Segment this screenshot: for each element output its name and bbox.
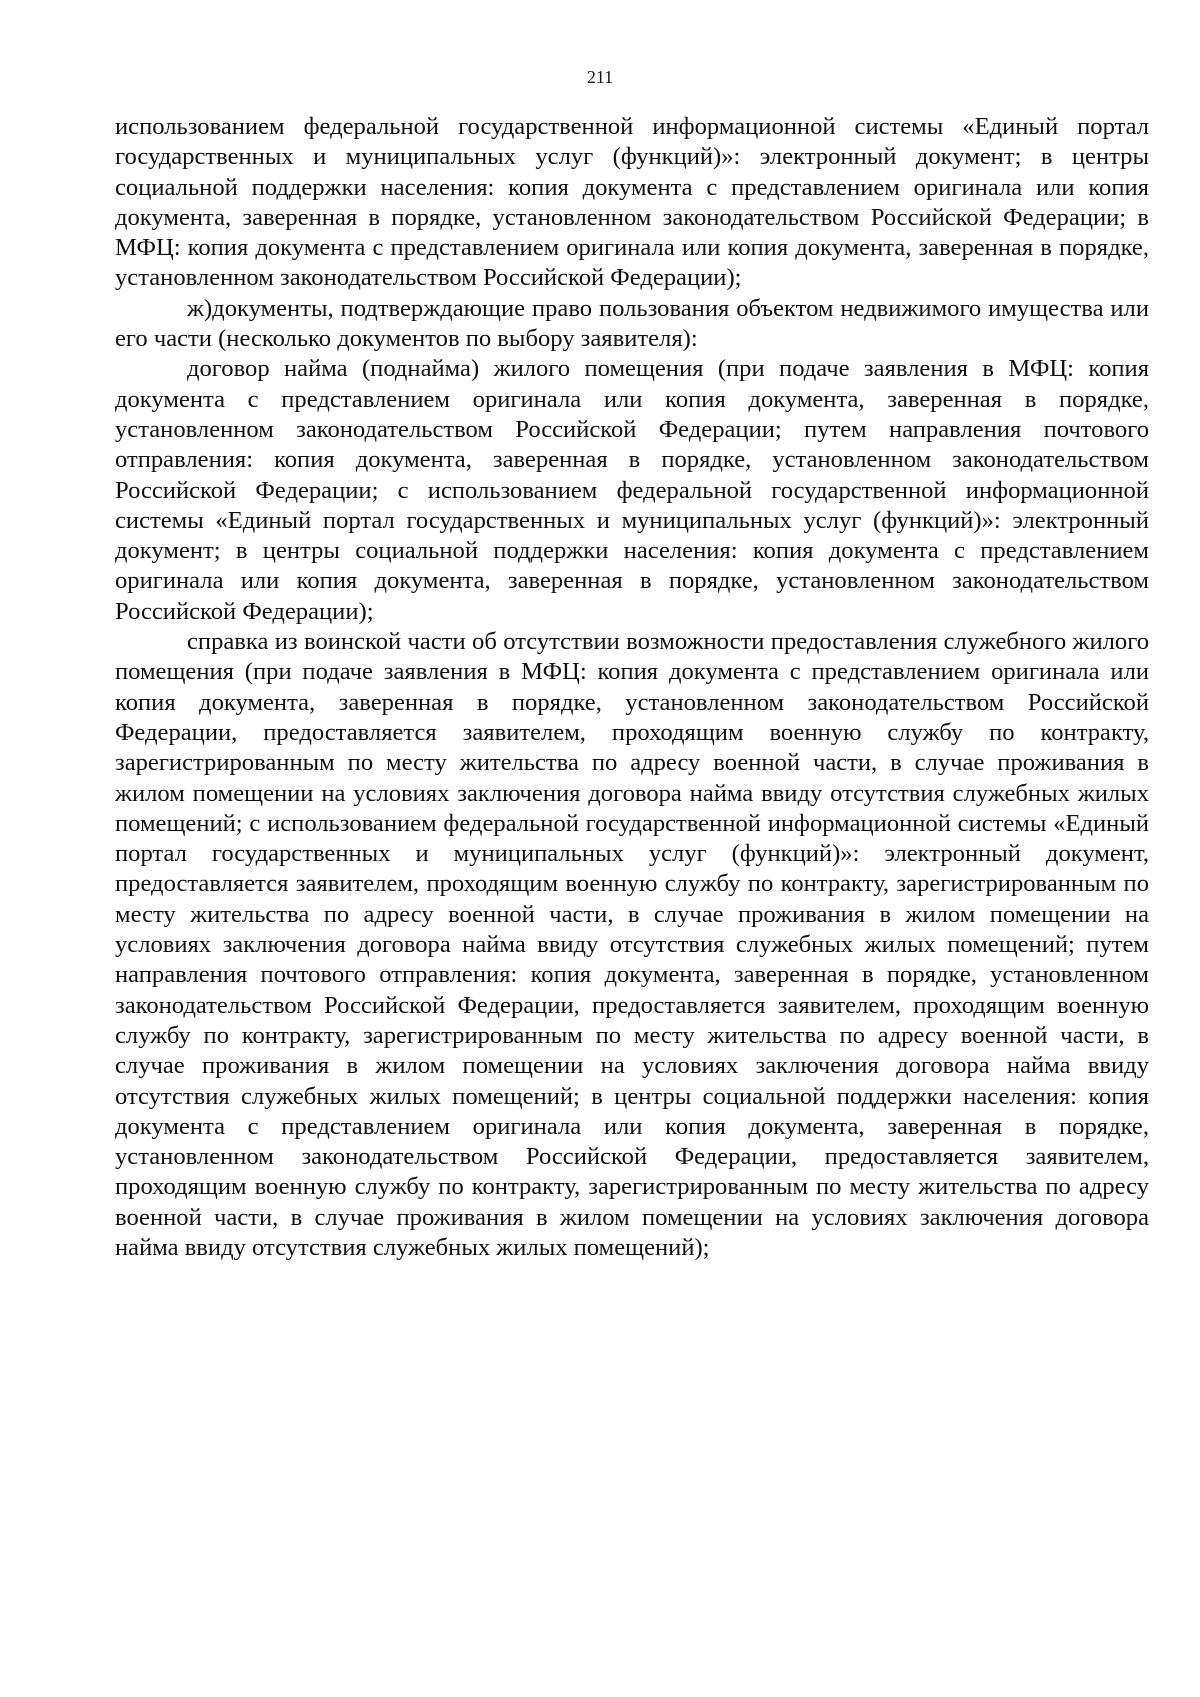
page-number: 211 (586, 67, 614, 87)
paragraph-continuation: использованием федеральной государственной информационной системы «Единый портал государственных и муниципальных услуг (функций)»: электронный документ; в центры социальной поддержки населения: копия документа с представлением оригинала или копия документа, заверенная в порядке, установленном законодательством Российской Федерации; в МФЦ: копия документа с представлением оригинала или копия документа, заверенная в порядке, установленном законодательством Российской Федерации); (115, 113, 1149, 292)
paragraph-lease-agreement: договор найма (поднайма) жилого помещения (при подаче заявления в МФЦ: копия документа с представлением оригинала или копия документа, заверенная в порядке, установленном законодательством Российской Федерации; путем направления почтового отправления: копия документа, заверенная в порядке, установленном законодательством Российской Федерации; с использованием федеральной государственной информационной системы «Единый портал государственных и муниципальных услуг (функций)»: электронный документ; в центры социальной поддержки населения: копия документа с представлением оригинала или копия документа, заверенная в порядке, установленном законодательством Российской Федерации); (115, 355, 1149, 625)
document-body (115, 112, 1149, 1263)
paragraph-item-zh: ж)документы, подтверждающие право пользования объектом недвижимого имущества или его части (несколько документов по выбору заявителя): (115, 294, 1149, 353)
paragraph-military-certificate: справка из воинской части об отсутствии возможности предоставления служебного жилого помещения (при подаче заявления в МФЦ: копия документа с представлением оригинала или копия документа, заверенная в порядке, установленном законодательством Российской Федерации, предоставляется заявителем, проходящим военную службу по контракту, зарегистрированным по месту жительства по адресу военной части, в случае проживания в жилом помещении на условиях заключения договора найма ввиду отсутствия служебных жилых помещений; с использованием федеральной государственной информационной системы «Единый портал государственных и муниципальных услуг (функций)»: электронный документ, предоставляется заявителем, проходящим военную службу по контракту, зарегистрированным по месту жительства по адресу военной части, в случае проживания в жилом помещении на условиях заключения договора найма ввиду отсутствия служебных жилых помещений; путем направления почтового отправления: копия документа, заверенная в порядке, установленном законодательством Российской Федерации, предоставляется заявителем, проходящим военную службу по контракту, зарегистрированным по месту жительства по адресу военной части, в случае проживания в жилом помещении на условиях заключения договора найма ввиду отсутствия служебных жилых помещений; в центры социальной поддержки населения: копия документа с представлением оригинала или копия документа, заверенная в порядке, установленном законодательством Российской Федерации, предоставляется заявителем, проходящим военную службу по контракту, зарегистрированным по месту жительства по адресу военной части, в случае проживания в жилом помещении на условиях заключения договора найма ввиду отсутствия служебных жилых помещений); (115, 628, 1149, 1261)
